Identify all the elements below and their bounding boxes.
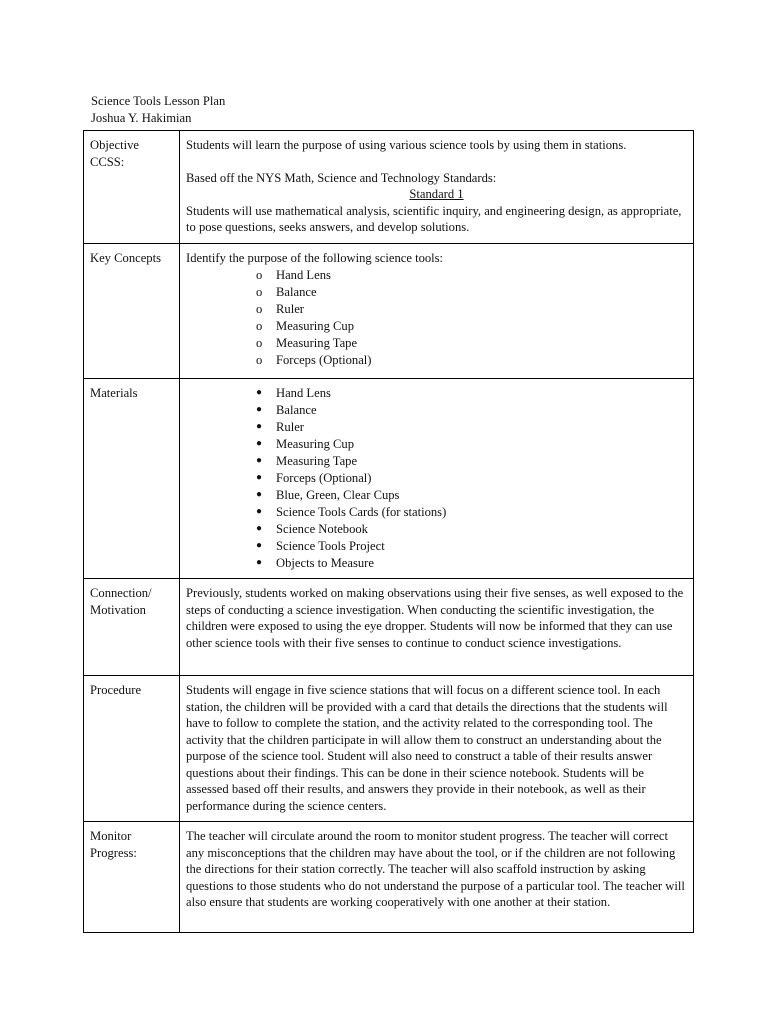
material-item <box>256 436 687 453</box>
material-item <box>256 504 687 521</box>
document-header <box>91 93 225 127</box>
key-concept-item <box>256 335 687 352</box>
list-item-label: Hand Lens <box>276 386 331 400</box>
material-item <box>256 538 687 555</box>
row-content-connection: Previously, students worked on making observations using their five senses, as well exposed to the steps of conducting a science investigation. When conducting the scientific investigation, the children were exposed to using the eye dropper. Students will now be informed that they can use other science tools with their five senses to continue to conduct science investigations. <box>180 579 694 676</box>
lesson-plan-table <box>83 130 694 933</box>
list-marker: ● <box>256 506 263 517</box>
list-item-label: Forceps (Optional) <box>276 471 372 485</box>
table-row-connection <box>84 579 694 676</box>
list-marker: o <box>256 267 263 282</box>
key-concept-item <box>256 352 687 369</box>
row-label-monitor <box>84 822 180 933</box>
list-marker: ● <box>256 557 263 568</box>
material-item <box>256 470 687 487</box>
list-marker: ● <box>256 404 263 415</box>
document-author: Joshua Y. Hakimian <box>91 111 192 125</box>
list-item-label: Measuring Cup <box>276 437 355 451</box>
material-item <box>256 419 687 436</box>
list-item-label: Measuring Tape <box>276 335 358 350</box>
standard-heading: Standard 1 <box>409 187 464 201</box>
row-content-key-concepts <box>180 244 694 379</box>
list-marker: o <box>256 335 263 350</box>
row-content-materials <box>180 379 694 579</box>
list-item-label: Blue, Green, Clear Cups <box>276 488 400 502</box>
row-label-line: Monitor <box>90 829 132 843</box>
material-item <box>256 521 687 538</box>
list-marker: o <box>256 318 263 333</box>
document-title: Science Tools Lesson Plan <box>91 94 226 108</box>
material-item <box>256 402 687 419</box>
key-concepts-intro: Identify the purpose of the following science tools: <box>186 251 444 265</box>
table-row-monitor <box>84 822 694 933</box>
table-row-objective <box>84 131 694 244</box>
row-label-line: Objective <box>90 138 139 152</box>
material-item <box>256 555 687 572</box>
table-row-procedure <box>84 676 694 822</box>
list-item-label: Balance <box>276 403 317 417</box>
materials-list <box>186 385 687 572</box>
row-content-objective <box>180 131 694 244</box>
row-label-materials: Materials <box>84 379 180 579</box>
table-row-key-concepts <box>84 244 694 379</box>
row-label-procedure: Procedure <box>84 676 180 822</box>
key-concept-item <box>256 267 687 284</box>
row-label-key-concepts: Key Concepts <box>84 244 180 379</box>
objective-text: Students will learn the purpose of using various science tools by using them in stations. <box>186 138 627 152</box>
list-marker: o <box>256 301 263 316</box>
row-label-line: Connection/ <box>90 586 152 600</box>
row-label-line: Progress: <box>90 845 137 860</box>
standard-text: Students will use mathematical analysis, scientific inquiry, and engineering design, as appropriate, to pose questions, seeks answers, and develop solutions. <box>186 203 682 234</box>
material-item <box>256 453 687 470</box>
list-item-label: Science Tools Project <box>276 539 385 553</box>
row-label-objective <box>84 131 180 244</box>
list-item-label: Balance <box>276 284 317 299</box>
standards-intro: Based off the NYS Math, Science and Technology Standards: <box>186 170 497 185</box>
list-marker: ● <box>256 455 263 466</box>
list-item-label: Hand Lens <box>276 267 331 282</box>
key-concept-item <box>256 301 687 318</box>
key-concepts-list <box>186 267 687 369</box>
row-content-monitor: The teacher will circulate around the room to monitor student progress. The teacher will correct any misconceptions that the children may have about the tool, or if the children are not following the directions for their station correctly. The teacher will also scaffold instruction by asking questions to those students who do not understand the purpose of a particular tool. The teacher will also ensure that students are working cooperatively with one another at their station. <box>180 822 694 933</box>
list-marker: ● <box>256 540 263 551</box>
list-marker: ● <box>256 421 263 432</box>
list-item-label: Ruler <box>276 301 304 316</box>
list-marker: ● <box>256 523 263 534</box>
list-item-label: Science Notebook <box>276 522 368 536</box>
material-item <box>256 487 687 504</box>
list-item-label: Objects to Measure <box>276 556 374 570</box>
list-marker: ● <box>256 472 263 483</box>
list-marker: ● <box>256 387 263 398</box>
list-item-label: Measuring Cup <box>276 318 355 333</box>
list-marker: ● <box>256 489 263 500</box>
row-label-line: Motivation <box>90 602 146 617</box>
list-marker: o <box>256 352 263 367</box>
key-concept-item <box>256 284 687 301</box>
list-item-label: Forceps (Optional) <box>276 352 372 367</box>
list-item-label: Science Tools Cards (for stations) <box>276 505 447 519</box>
material-item <box>256 385 687 402</box>
list-marker: o <box>256 284 263 299</box>
row-content-procedure: Students will engage in five science stations that will focus on a different science tool. In each station, the children will be provided with a card that details the directions that the students will have to follow to complete the station, and the activity related to the corresponding tool. The activity that the children participate in will allow them to construct an understanding about the purpose of the science tool. Student will also need to construct a table of their results answer questions about their findings. This can be done in their science notebook. Students will be assessed based off their results, and answers they provide in their notebook, as well as their performance during the science centers. <box>180 676 694 822</box>
list-item-label: Ruler <box>276 420 304 434</box>
key-concept-item <box>256 318 687 335</box>
table-row-materials <box>84 379 694 579</box>
row-label-connection <box>84 579 180 676</box>
list-marker: ● <box>256 438 263 449</box>
row-label-line: CCSS: <box>90 154 125 169</box>
list-item-label: Measuring Tape <box>276 454 358 468</box>
